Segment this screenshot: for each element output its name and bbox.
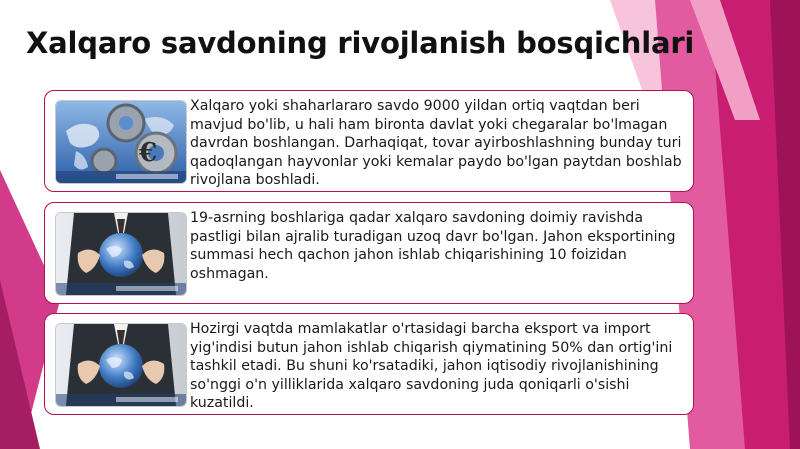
globe-gears-currency-image bbox=[55, 100, 187, 184]
content-card-3 bbox=[44, 313, 694, 415]
content-card-2 bbox=[44, 202, 694, 304]
hands-holding-globe-image bbox=[55, 323, 187, 407]
card-3-text: Hozirgi vaqtda mamlakatlar o'rtasidagi barcha eksport va import yig'indisi butun jahon ishlab chiqarish qiymatining 50% dan ortig'ini tashkil etadi. Bu shuni ko'rsatadiki, jahon iqtisodiy rivojlanishining so'nggi o'n yilliklarida xalqaro savdoning juda qoniqarli o'sishi kuzatildi. bbox=[190, 321, 673, 412]
card-2-text: 19-asrning boshlariga qadar xalqaro savdoning doimiy ravishda pastligi bilan ajralib turadigan uzoq davr bo'lgan. Jahon eksportining summasi hech qachon jahon ishlab chiqarishining 10 foizidan oshmagan. bbox=[190, 210, 676, 282]
content-card-1 bbox=[44, 90, 694, 192]
card-1-text: Xalqaro yoki shaharlararo savdo 9000 yildan ortiq vaqtdan beri mavjud bo'lib, u hali ham bironta davlat yoki chegaralar bo'lmagan davrdan boshlangan. Darhaqiqat, tovar ayirboshlashning bunday turi qadoqlangan hayvonlar yoki kemalar paydo bo'lgan paytdan boshlab rivojlana boshladi. bbox=[190, 98, 682, 189]
svg-text:€: € bbox=[139, 138, 158, 168]
hands-holding-globe-image bbox=[55, 212, 187, 296]
slide-title: Xalqaro savdoning rivojlanish bosqichlari bbox=[26, 26, 695, 60]
